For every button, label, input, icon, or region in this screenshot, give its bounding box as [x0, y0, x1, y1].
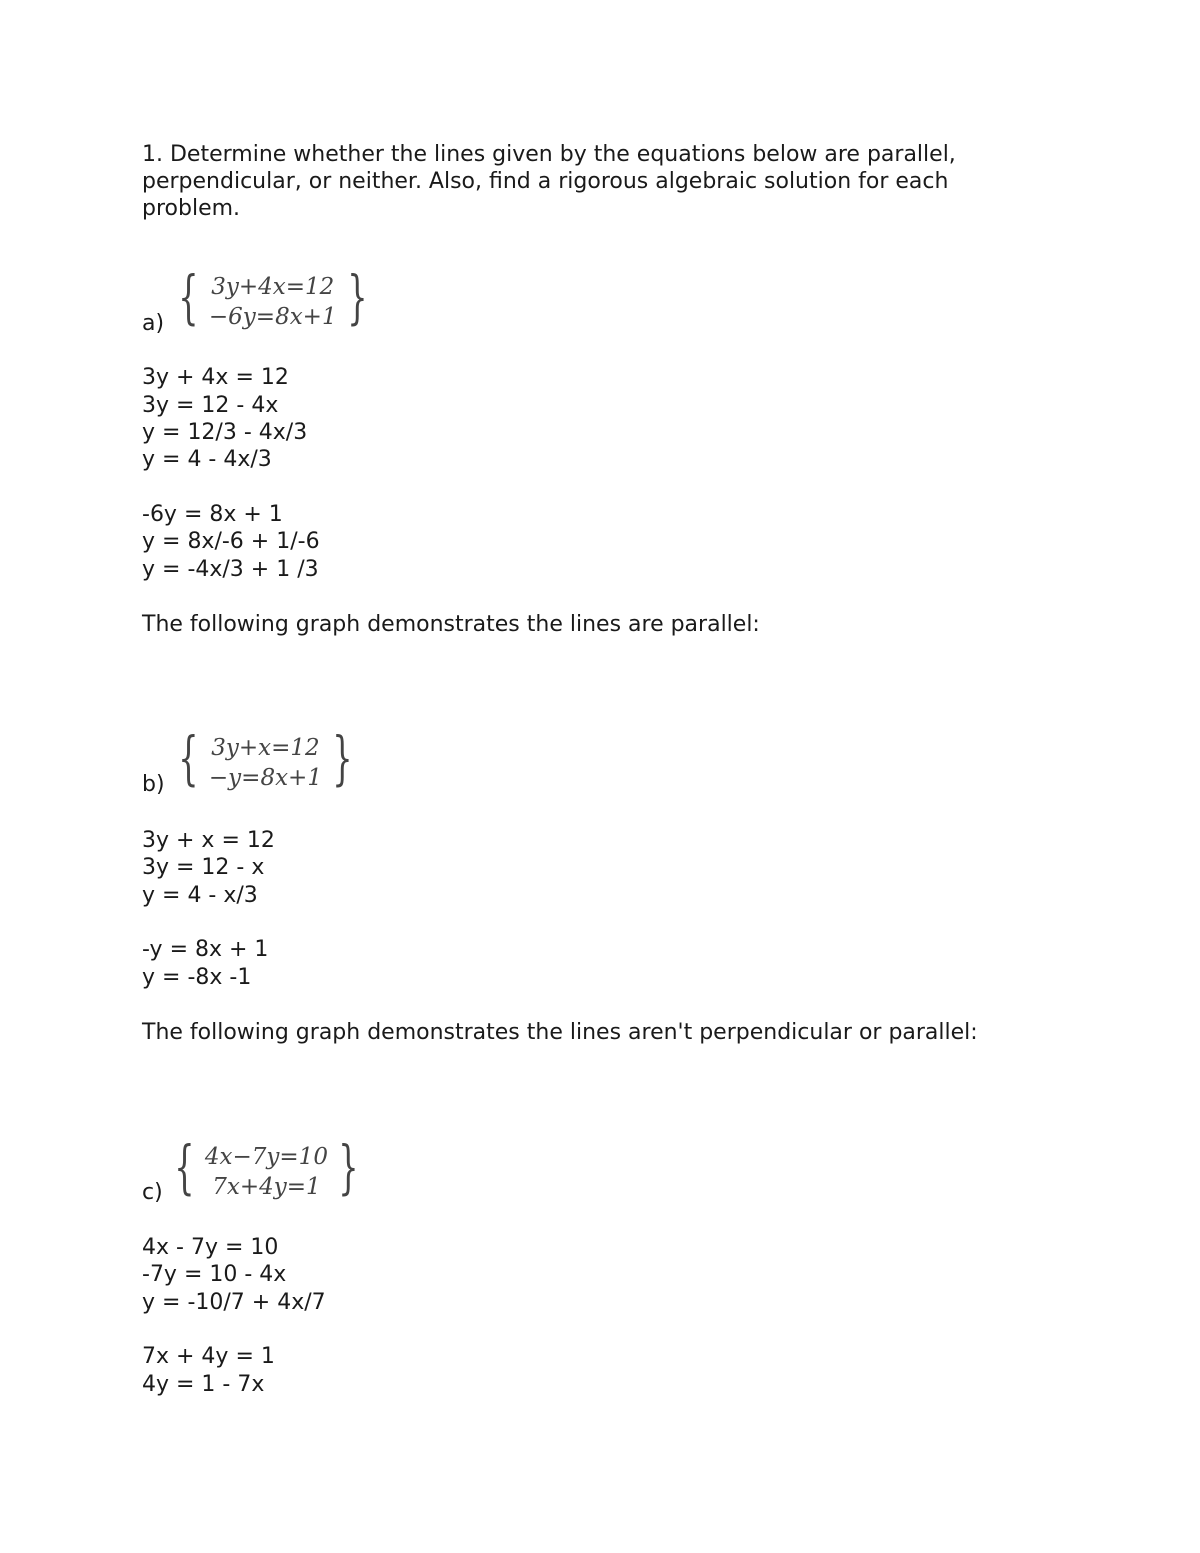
part-b-step: y = -8x -1 [142, 965, 252, 990]
part-a-step: 3y + 4x = 12 [142, 365, 289, 390]
part-a-step: -6y = 8x + 1 [142, 502, 283, 527]
right-brace-icon: } [338, 1133, 359, 1201]
part-c-step: 4x - 7y = 10 [142, 1235, 279, 1260]
part-b-step: 3y + x = 12 [142, 828, 275, 853]
part-c-equation-2: 7x+4y=1 [212, 1174, 321, 1200]
part-c-step: -7y = 10 - 4x [142, 1262, 287, 1287]
part-a-step: y = -4x/3 + 1 /3 [142, 557, 319, 582]
part-c-label: c) [142, 1180, 163, 1205]
part-b-step: 3y = 12 - x [142, 855, 265, 880]
part-c-step: 4y = 1 - 7x [142, 1372, 265, 1397]
part-a-equation-2: −6y=8x+1 [208, 304, 337, 330]
part-c-equation-1: 4x−7y=10 [204, 1144, 328, 1170]
right-brace-icon: } [346, 263, 368, 331]
part-b-step: -y = 8x + 1 [142, 937, 269, 962]
part-a-conclusion: The following graph demonstrates the lines are parallel: [142, 612, 760, 637]
part-c-system [166, 1133, 367, 1202]
part-c-step: y = -10/7 + 4x/7 [142, 1290, 326, 1315]
part-b-system [170, 724, 361, 793]
part-b-equation-2: −y=8x+1 [208, 765, 322, 791]
left-brace-icon: { [178, 724, 199, 792]
part-b-label: b) [142, 772, 165, 797]
right-brace-icon: } [332, 724, 353, 792]
left-brace-icon: { [178, 263, 199, 331]
part-a-step: y = 8x/-6 + 1/-6 [142, 529, 320, 554]
part-a-equation-1: 3y+4x=12 [211, 274, 335, 300]
left-brace-icon: { [174, 1133, 195, 1201]
part-a-system [170, 263, 376, 332]
problem-statement: 1. Determine whether the lines given by the equations below are parallel, perpendicular, or neither. Also, find a rigorous algebraic solution for each problem. [142, 142, 956, 221]
part-c-step: 7x + 4y = 1 [142, 1344, 275, 1369]
part-b-conclusion: The following graph demonstrates the lines aren't perpendicular or parallel: [142, 1020, 978, 1045]
part-a-step: y = 4 - 4x/3 [142, 447, 272, 472]
part-a-step: y = 12/3 - 4x/3 [142, 420, 308, 445]
part-b-step: y = 4 - x/3 [142, 883, 258, 908]
part-a-step: 3y = 12 - 4x [142, 393, 279, 418]
part-a-label: a) [142, 311, 165, 336]
part-b-equation-1: 3y+x=12 [211, 735, 320, 761]
